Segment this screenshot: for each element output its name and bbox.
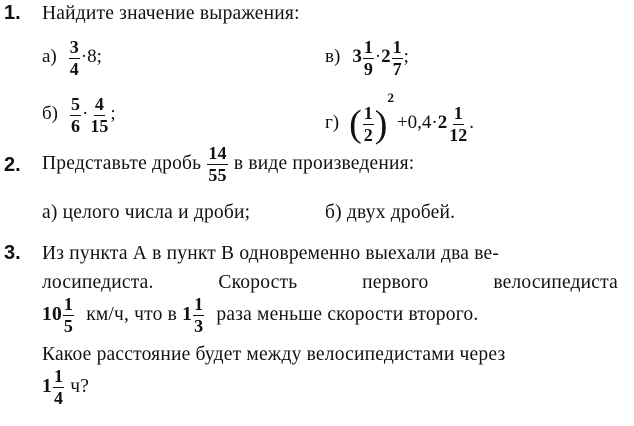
- task-2-text: Представьте дробь $\frac{14}{55}$ в виде произведения:: [42, 143, 415, 185]
- fraction: $\frac{1}{3}$: [194, 294, 204, 336]
- fraction: $\frac{14}{55}$: [208, 143, 227, 185]
- fraction: $\frac{4}{15}$: [90, 94, 109, 136]
- task-3-line-3: 10 $\frac{1}{5}$ км/ч, что в 1 $\frac{1}{3}$ раза меньше скорости второго.: [42, 294, 479, 336]
- task-1-number: 1.: [4, 2, 21, 24]
- fraction: $\frac{1}{5}$: [63, 294, 74, 336]
- item-label: в): [325, 46, 341, 68]
- task-1b-expression: б) $\frac{5}{6}$ · $\frac{4}{15}$ ;: [42, 94, 116, 136]
- task-3-line-1: Из пункта А в пункт В одновременно выехали два ве-: [42, 243, 500, 264]
- item-label: б): [42, 103, 58, 125]
- fraction: $\frac{1}{7}$: [392, 37, 402, 79]
- item-label: г): [325, 112, 340, 133]
- fraction: $\frac{1}{9}$: [363, 37, 373, 79]
- fraction: $\frac{3}{4}$: [69, 37, 79, 79]
- exponent: 2: [387, 90, 394, 105]
- fraction: $\frac{1}{4}$: [53, 366, 64, 408]
- task-2a-item: а) целого числа и дроби;: [42, 202, 251, 223]
- task-2b-item: б) двух дробей.: [325, 202, 456, 223]
- task-1g-expression: г) ( $\frac{1}{2}$ )$^2$+0,4·2 $\frac{1}{12}$ .: [325, 90, 474, 146]
- task-3-line-2: лосипедиста. Скорость первого велосипедиста: [42, 272, 618, 293]
- task-1v-expression: в) 3 $\frac{1}{9}$ ·2 $\frac{1}{7}$ ;: [325, 37, 409, 79]
- fraction: $\frac{5}{6}$: [71, 94, 80, 136]
- fraction: $\frac{1}{2}$: [363, 102, 373, 145]
- task-1a-expression: а) $\frac{3}{4}$ ·8;: [42, 37, 102, 79]
- task-3-line-5: 1 $\frac{1}{4}$ ч?: [42, 366, 90, 408]
- task-2-number: 2.: [4, 154, 21, 176]
- task-1-text: Найдите значение выражения:: [42, 3, 300, 24]
- item-label: а): [42, 46, 57, 68]
- task-3-line-4: Какое расстояние будет между велосипедистами через: [42, 344, 506, 365]
- fraction: $\frac{1}{12}$: [449, 102, 468, 145]
- task-3-number: 3.: [4, 242, 21, 264]
